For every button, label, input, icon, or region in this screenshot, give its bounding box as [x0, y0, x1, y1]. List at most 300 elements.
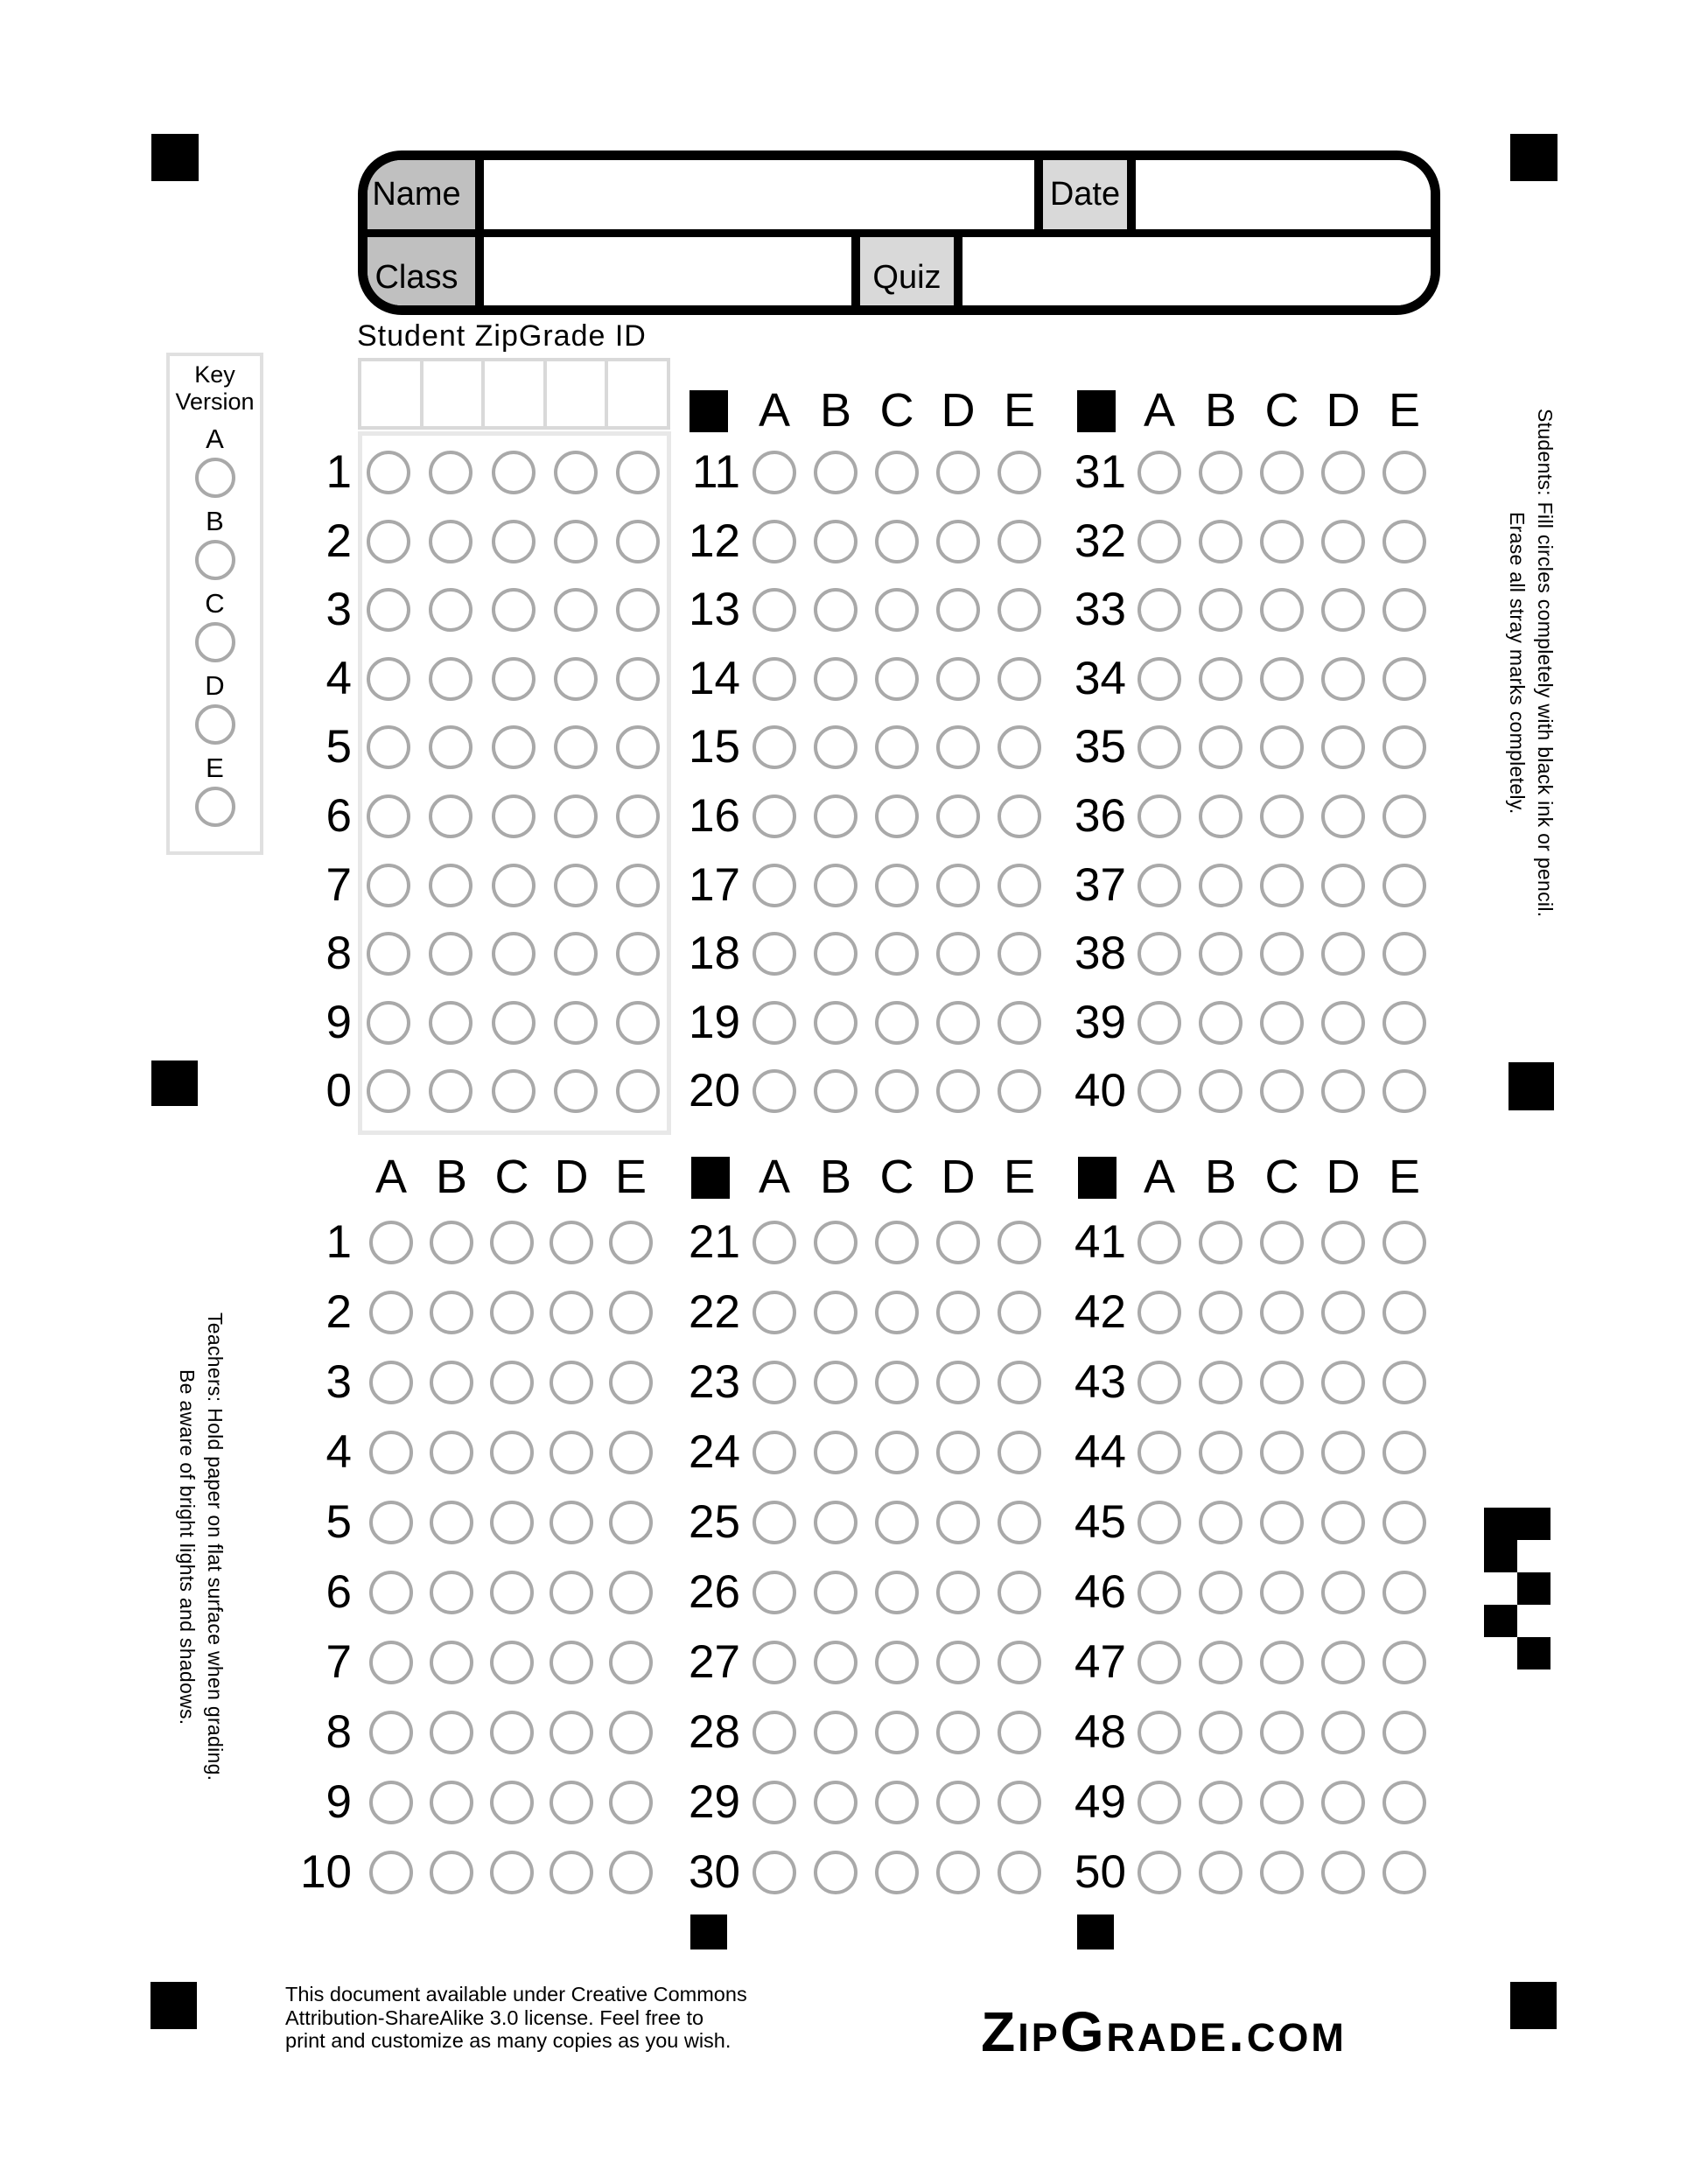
answer-q38-B-bubble[interactable]	[1199, 932, 1242, 976]
answer-q44-E-bubble[interactable]	[1382, 1431, 1426, 1474]
student-id-digit-9-A-bubble[interactable]	[367, 1001, 410, 1045]
answer-q45-C-bubble[interactable]	[1260, 1501, 1304, 1544]
student-id-digit-9-C-bubble[interactable]	[492, 1001, 536, 1045]
student-id-digit-8-C-bubble[interactable]	[492, 932, 536, 976]
answer-q9-B-bubble[interactable]	[430, 1781, 473, 1824]
student-id-digit-3-A-bubble[interactable]	[367, 588, 410, 632]
answer-q3-D-bubble[interactable]	[550, 1361, 593, 1404]
answer-q19-B-bubble[interactable]	[814, 1001, 858, 1045]
answer-q12-A-bubble[interactable]	[752, 520, 796, 564]
answer-q20-D-bubble[interactable]	[936, 1069, 980, 1113]
answer-q38-A-bubble[interactable]	[1138, 932, 1181, 976]
answer-q41-B-bubble[interactable]	[1199, 1221, 1242, 1264]
answer-q20-C-bubble[interactable]	[875, 1069, 919, 1113]
answer-q31-D-bubble[interactable]	[1321, 451, 1365, 494]
answer-q39-D-bubble[interactable]	[1321, 1001, 1365, 1045]
answer-q21-C-bubble[interactable]	[875, 1221, 919, 1264]
student-id-digit-3-B-bubble[interactable]	[429, 588, 472, 632]
answer-q24-C-bubble[interactable]	[875, 1431, 919, 1474]
answer-q21-D-bubble[interactable]	[936, 1221, 980, 1264]
answer-q41-E-bubble[interactable]	[1382, 1221, 1426, 1264]
questions-31-40-row-label-35: 35	[1074, 721, 1126, 774]
student-id-digit-4-B-bubble[interactable]	[429, 657, 472, 701]
answer-q4-B-bubble[interactable]	[430, 1431, 473, 1474]
answer-q8-B-bubble[interactable]	[430, 1711, 473, 1754]
answer-q38-C-bubble[interactable]	[1260, 932, 1304, 976]
answer-q40-C-bubble[interactable]	[1260, 1069, 1304, 1113]
answer-q29-B-bubble[interactable]	[814, 1781, 858, 1824]
answer-q18-B-bubble[interactable]	[814, 932, 858, 976]
answer-q30-A-bubble[interactable]	[752, 1851, 796, 1894]
answer-q26-B-bubble[interactable]	[814, 1571, 858, 1614]
answer-q29-A-bubble[interactable]	[752, 1781, 796, 1824]
answer-q17-B-bubble[interactable]	[814, 864, 858, 907]
answer-q31-A-bubble[interactable]	[1138, 451, 1181, 494]
answer-q32-E-bubble[interactable]	[1382, 520, 1426, 564]
answer-q6-A-bubble[interactable]	[369, 1571, 413, 1614]
answer-q11-A-bubble[interactable]	[752, 451, 796, 494]
answer-q20-A-bubble[interactable]	[752, 1069, 796, 1113]
answer-q15-D-bubble[interactable]	[936, 725, 980, 769]
answer-q30-B-bubble[interactable]	[814, 1851, 858, 1894]
answer-q2-A-bubble[interactable]	[369, 1291, 413, 1334]
answer-q36-E-bubble[interactable]	[1382, 794, 1426, 838]
answer-q4-A-bubble[interactable]	[369, 1431, 413, 1474]
answer-q16-C-bubble[interactable]	[875, 794, 919, 838]
answer-q14-C-bubble[interactable]	[875, 657, 919, 701]
student-id-digit-8-D-bubble[interactable]	[554, 932, 598, 976]
answer-q46-D-bubble[interactable]	[1321, 1571, 1365, 1614]
answer-q16-B-bubble[interactable]	[814, 794, 858, 838]
answer-q22-A-bubble[interactable]	[752, 1291, 796, 1334]
answer-q12-C-bubble[interactable]	[875, 520, 919, 564]
answer-q40-D-bubble[interactable]	[1321, 1069, 1365, 1113]
answer-q1-C-bubble[interactable]	[490, 1221, 534, 1264]
answer-q5-A-bubble[interactable]	[369, 1501, 413, 1544]
student-id-grid-row-label-9: 9	[326, 996, 352, 1048]
student-id-digit-4-D-bubble[interactable]	[554, 657, 598, 701]
answer-q49-B-bubble[interactable]	[1199, 1781, 1242, 1824]
answer-q23-B-bubble[interactable]	[814, 1361, 858, 1404]
answer-q37-A-bubble[interactable]	[1138, 864, 1181, 907]
answer-q49-C-bubble[interactable]	[1260, 1781, 1304, 1824]
answer-q18-D-bubble[interactable]	[936, 932, 980, 976]
answer-q26-D-bubble[interactable]	[936, 1571, 980, 1614]
answer-q32-A-bubble[interactable]	[1138, 520, 1181, 564]
student-id-digit-2-A-bubble[interactable]	[367, 520, 410, 564]
teachers-instructions-line1: Teachers: Hold paper on flat surface when grading.	[204, 1312, 227, 1782]
answer-q22-C-bubble[interactable]	[875, 1291, 919, 1334]
divider	[1127, 150, 1136, 239]
answer-q23-D-bubble[interactable]	[936, 1361, 980, 1404]
answer-q25-A-bubble[interactable]	[752, 1501, 796, 1544]
student-id-digit-2-C-bubble[interactable]	[492, 520, 536, 564]
quiz-input[interactable]	[962, 237, 1440, 315]
answer-q1-D-bubble[interactable]	[550, 1221, 593, 1264]
answer-q15-C-bubble[interactable]	[875, 725, 919, 769]
answer-q44-B-bubble[interactable]	[1199, 1431, 1242, 1474]
answer-q20-B-bubble[interactable]	[814, 1069, 858, 1113]
answer-q38-E-bubble[interactable]	[1382, 932, 1426, 976]
answer-q25-D-bubble[interactable]	[936, 1501, 980, 1544]
questions-11-20-row-label-16: 16	[689, 790, 740, 842]
answer-q5-B-bubble[interactable]	[430, 1501, 473, 1544]
student-id-digit-1-A-bubble[interactable]	[367, 451, 410, 494]
answer-q45-D-bubble[interactable]	[1321, 1501, 1365, 1544]
answer-q18-A-bubble[interactable]	[752, 932, 796, 976]
student-id-grid-row-label-1: 1	[326, 446, 352, 498]
answer-q19-D-bubble[interactable]	[936, 1001, 980, 1045]
divider	[1034, 150, 1043, 239]
answer-q45-B-bubble[interactable]	[1199, 1501, 1242, 1544]
questions-1-10-row-label-1: 1	[326, 1216, 352, 1268]
student-id-write-cell-2[interactable]	[424, 361, 486, 426]
answer-q9-A-bubble[interactable]	[369, 1781, 413, 1824]
key-version-letter-B: B	[206, 506, 224, 536]
answer-q7-D-bubble[interactable]	[550, 1641, 593, 1684]
answer-q43-D-bubble[interactable]	[1321, 1361, 1365, 1404]
answer-q26-A-bubble[interactable]	[752, 1571, 796, 1614]
student-id-digit-9-B-bubble[interactable]	[429, 1001, 472, 1045]
answer-q3-A-bubble[interactable]	[369, 1361, 413, 1404]
answer-q43-C-bubble[interactable]	[1260, 1361, 1304, 1404]
timing-mark-bottom-center-left	[690, 1914, 727, 1950]
answer-q8-D-bubble[interactable]	[550, 1711, 593, 1754]
answer-q1-A-bubble[interactable]	[369, 1221, 413, 1264]
students-instructions-line1: Students: Fill circles completely with black ink or pencil.	[1534, 409, 1557, 918]
answer-q28-B-bubble[interactable]	[814, 1711, 858, 1754]
answer-q44-D-bubble[interactable]	[1321, 1431, 1365, 1474]
questions-1-10-choice-header-E: E	[614, 1151, 648, 1203]
answer-q39-C-bubble[interactable]	[1260, 1001, 1304, 1045]
answer-q44-A-bubble[interactable]	[1138, 1431, 1181, 1474]
answer-q6-D-bubble[interactable]	[550, 1571, 593, 1614]
answer-q24-D-bubble[interactable]	[936, 1431, 980, 1474]
answer-q8-C-bubble[interactable]	[490, 1711, 534, 1754]
answer-q18-C-bubble[interactable]	[875, 932, 919, 976]
student-id-write-cell-3[interactable]	[485, 361, 547, 426]
date-input[interactable]	[1136, 150, 1440, 239]
questions-31-40-row-label-32: 32	[1074, 514, 1126, 567]
answer-q30-D-bubble[interactable]	[936, 1851, 980, 1894]
answer-q35-E-bubble[interactable]	[1382, 725, 1426, 769]
answer-q9-D-bubble[interactable]	[550, 1781, 593, 1824]
answer-q3-C-bubble[interactable]	[490, 1361, 534, 1404]
answer-q11-B-bubble[interactable]	[814, 451, 858, 494]
answer-q2-B-bubble[interactable]	[430, 1291, 473, 1334]
answer-q24-B-bubble[interactable]	[814, 1431, 858, 1474]
answer-q2-C-bubble[interactable]	[490, 1291, 534, 1334]
answer-q43-B-bubble[interactable]	[1199, 1361, 1242, 1404]
questions-1-10-row-label-7: 7	[326, 1636, 352, 1688]
answer-q25-B-bubble[interactable]	[814, 1501, 858, 1544]
answer-q31-C-bubble[interactable]	[1260, 451, 1304, 494]
answer-q35-A-bubble[interactable]	[1138, 725, 1181, 769]
class-input[interactable]	[484, 237, 851, 315]
questions-1-10-row-label-5: 5	[326, 1496, 352, 1548]
student-id-digit-6-B-bubble[interactable]	[429, 794, 472, 838]
answer-q44-C-bubble[interactable]	[1260, 1431, 1304, 1474]
answer-q40-A-bubble[interactable]	[1138, 1069, 1181, 1113]
answer-q13-A-bubble[interactable]	[752, 588, 796, 632]
answer-q33-E-bubble[interactable]	[1382, 588, 1426, 632]
answer-q48-A-bubble[interactable]	[1138, 1711, 1181, 1754]
answer-q35-C-bubble[interactable]	[1260, 725, 1304, 769]
answer-q10-D-bubble[interactable]	[550, 1851, 593, 1894]
answer-q47-A-bubble[interactable]	[1138, 1641, 1181, 1684]
answer-q39-E-bubble[interactable]	[1382, 1001, 1426, 1045]
answer-q42-E-bubble[interactable]	[1382, 1291, 1426, 1334]
answer-q10-A-bubble[interactable]	[369, 1851, 413, 1894]
answer-q33-D-bubble[interactable]	[1321, 588, 1365, 632]
answer-q34-C-bubble[interactable]	[1260, 657, 1304, 701]
answer-q24-A-bubble[interactable]	[752, 1431, 796, 1474]
answer-q36-B-bubble[interactable]	[1199, 794, 1242, 838]
answer-q48-E-bubble[interactable]	[1382, 1711, 1426, 1754]
answer-q12-D-bubble[interactable]	[936, 520, 980, 564]
answer-q25-C-bubble[interactable]	[875, 1501, 919, 1544]
questions-11-20-choice-header-C: C	[879, 384, 914, 437]
answer-q50-E-bubble[interactable]	[1382, 1851, 1426, 1894]
answer-q2-D-bubble[interactable]	[550, 1291, 593, 1334]
student-id-digit-1-B-bubble[interactable]	[429, 451, 472, 494]
answer-q29-D-bubble[interactable]	[936, 1781, 980, 1824]
student-id-write-cell-5[interactable]	[608, 361, 667, 426]
answer-q15-A-bubble[interactable]	[752, 725, 796, 769]
questions-31-40-row-label-38: 38	[1074, 928, 1126, 980]
answer-q6-C-bubble[interactable]	[490, 1571, 534, 1614]
answer-q49-A-bubble[interactable]	[1138, 1781, 1181, 1824]
answer-q41-C-bubble[interactable]	[1260, 1221, 1304, 1264]
answer-q40-E-bubble[interactable]	[1382, 1069, 1426, 1113]
answer-q34-A-bubble[interactable]	[1138, 657, 1181, 701]
questions-31-40-row-label-31: 31	[1074, 446, 1126, 498]
student-id-digit-7-A-bubble[interactable]	[367, 864, 410, 907]
answer-q23-C-bubble[interactable]	[875, 1361, 919, 1404]
answer-q19-C-bubble[interactable]	[875, 1001, 919, 1045]
answer-q13-D-bubble[interactable]	[936, 588, 980, 632]
answer-q1-B-bubble[interactable]	[430, 1221, 473, 1264]
answer-q33-A-bubble[interactable]	[1138, 588, 1181, 632]
answer-q41-D-bubble[interactable]	[1321, 1221, 1365, 1264]
answer-q42-D-bubble[interactable]	[1321, 1291, 1365, 1334]
quiz-label: Quiz	[860, 237, 954, 315]
answer-q35-B-bubble[interactable]	[1199, 725, 1242, 769]
questions-1-10-row-label-3: 3	[326, 1356, 352, 1408]
answer-q14-A-bubble[interactable]	[752, 657, 796, 701]
answer-q43-A-bubble[interactable]	[1138, 1361, 1181, 1404]
answer-q6-B-bubble[interactable]	[430, 1571, 473, 1614]
answer-q42-A-bubble[interactable]	[1138, 1291, 1181, 1334]
answer-q35-D-bubble[interactable]	[1321, 725, 1365, 769]
answer-q47-C-bubble[interactable]	[1260, 1641, 1304, 1684]
answer-q32-B-bubble[interactable]	[1199, 520, 1242, 564]
answer-q39-A-bubble[interactable]	[1138, 1001, 1181, 1045]
student-id-digit-7-B-bubble[interactable]	[429, 864, 472, 907]
answer-q49-E-bubble[interactable]	[1382, 1781, 1426, 1824]
questions-11-20-row-label-14: 14	[689, 652, 740, 704]
registration-mark-bottom-right	[1510, 1982, 1557, 2029]
answer-q17-D-bubble[interactable]	[936, 864, 980, 907]
answer-q37-C-bubble[interactable]	[1260, 864, 1304, 907]
student-id-digit-4-C-bubble[interactable]	[492, 657, 536, 701]
student-id-digit-6-A-bubble[interactable]	[367, 794, 410, 838]
answer-q33-B-bubble[interactable]	[1199, 588, 1242, 632]
answer-q45-E-bubble[interactable]	[1382, 1501, 1426, 1544]
answer-q32-D-bubble[interactable]	[1321, 520, 1365, 564]
answer-q12-B-bubble[interactable]	[814, 520, 858, 564]
answer-q13-B-bubble[interactable]	[814, 588, 858, 632]
answer-q33-C-bubble[interactable]	[1260, 588, 1304, 632]
answer-q45-A-bubble[interactable]	[1138, 1501, 1181, 1544]
answer-q21-A-bubble[interactable]	[752, 1221, 796, 1264]
answer-q16-A-bubble[interactable]	[752, 794, 796, 838]
license-line3: print and customize as many copies as you wish.	[285, 2029, 732, 2052]
answer-q32-C-bubble[interactable]	[1260, 520, 1304, 564]
answer-q7-C-bubble[interactable]	[490, 1641, 534, 1684]
answer-q10-C-bubble[interactable]	[490, 1851, 534, 1894]
answer-q34-B-bubble[interactable]	[1199, 657, 1242, 701]
answer-q22-D-bubble[interactable]	[936, 1291, 980, 1334]
student-id-digit-7-D-bubble[interactable]	[554, 864, 598, 907]
answer-q46-E-bubble[interactable]	[1382, 1571, 1426, 1614]
answer-q39-B-bubble[interactable]	[1199, 1001, 1242, 1045]
student-id-digit-1-C-bubble[interactable]	[492, 451, 536, 494]
answer-q37-E-bubble[interactable]	[1382, 864, 1426, 907]
student-id-digit-4-A-bubble[interactable]	[367, 657, 410, 701]
answer-q38-D-bubble[interactable]	[1321, 932, 1365, 976]
students-instructions	[1502, 346, 1559, 980]
answer-q49-D-bubble[interactable]	[1321, 1781, 1365, 1824]
answer-q5-D-bubble[interactable]	[550, 1501, 593, 1544]
name-input[interactable]	[484, 150, 1034, 239]
answer-q14-D-bubble[interactable]	[936, 657, 980, 701]
questions-11-20-row-label-17: 17	[689, 858, 740, 911]
answer-q37-D-bubble[interactable]	[1321, 864, 1365, 907]
student-id-digit-7-C-bubble[interactable]	[492, 864, 536, 907]
answer-q36-C-bubble[interactable]	[1260, 794, 1304, 838]
answer-q14-B-bubble[interactable]	[814, 657, 858, 701]
answer-q3-B-bubble[interactable]	[430, 1361, 473, 1404]
answer-q47-D-bubble[interactable]	[1321, 1641, 1365, 1684]
teachers-instructions-line2: Be aware of bright lights and shadows.	[176, 1368, 199, 1726]
answer-q34-D-bubble[interactable]	[1321, 657, 1365, 701]
questions-21-30-row-label-22: 22	[689, 1286, 740, 1338]
license-text	[285, 1983, 747, 2053]
answer-q50-C-bubble[interactable]	[1260, 1851, 1304, 1894]
answer-q26-C-bubble[interactable]	[875, 1571, 919, 1614]
student-id-write-cell-4[interactable]	[547, 361, 609, 426]
answer-q48-B-bubble[interactable]	[1199, 1711, 1242, 1754]
questions-21-30-choice-header-E: E	[1003, 1151, 1036, 1203]
student-id-digit-8-A-bubble[interactable]	[367, 932, 410, 976]
divider	[475, 150, 484, 239]
questions-1-10-row-label-9: 9	[326, 1776, 352, 1828]
questions-41-50-row-label-49: 49	[1074, 1776, 1126, 1828]
answer-q11-C-bubble[interactable]	[875, 451, 919, 494]
answer-q27-A-bubble[interactable]	[752, 1641, 796, 1684]
student-id-digit-3-C-bubble[interactable]	[492, 588, 536, 632]
answer-q7-A-bubble[interactable]	[369, 1641, 413, 1684]
student-id-digit-6-C-bubble[interactable]	[492, 794, 536, 838]
student-id-digit-9-D-bubble[interactable]	[554, 1001, 598, 1045]
corner-code-cell-3-0	[1484, 1605, 1517, 1637]
answer-q36-D-bubble[interactable]	[1321, 794, 1365, 838]
answer-q47-B-bubble[interactable]	[1199, 1641, 1242, 1684]
student-id-write-cell-1[interactable]	[361, 361, 424, 426]
student-id-digit-2-B-bubble[interactable]	[429, 520, 472, 564]
answer-q17-C-bubble[interactable]	[875, 864, 919, 907]
answer-q34-E-bubble[interactable]	[1382, 657, 1426, 701]
answer-q41-A-bubble[interactable]	[1138, 1221, 1181, 1264]
student-id-digit-8-B-bubble[interactable]	[429, 932, 472, 976]
answer-q8-A-bubble[interactable]	[369, 1711, 413, 1754]
answer-q48-D-bubble[interactable]	[1321, 1711, 1365, 1754]
answer-q15-B-bubble[interactable]	[814, 725, 858, 769]
answer-q42-C-bubble[interactable]	[1260, 1291, 1304, 1334]
answer-q19-A-bubble[interactable]	[752, 1001, 796, 1045]
answer-q4-C-bubble[interactable]	[490, 1431, 534, 1474]
answer-q21-B-bubble[interactable]	[814, 1221, 858, 1264]
answer-q40-B-bubble[interactable]	[1199, 1069, 1242, 1113]
answer-q28-C-bubble[interactable]	[875, 1711, 919, 1754]
answer-q31-E-bubble[interactable]	[1382, 451, 1426, 494]
answer-q11-D-bubble[interactable]	[936, 451, 980, 494]
answer-q16-D-bubble[interactable]	[936, 794, 980, 838]
answer-q50-D-bubble[interactable]	[1321, 1851, 1365, 1894]
student-id-digit-3-D-bubble[interactable]	[554, 588, 598, 632]
answer-q42-B-bubble[interactable]	[1199, 1291, 1242, 1334]
zipgrade-logo: ZipGrade.com	[981, 2000, 1347, 2063]
answer-q46-B-bubble[interactable]	[1199, 1571, 1242, 1614]
answer-q27-C-bubble[interactable]	[875, 1641, 919, 1684]
answer-q27-D-bubble[interactable]	[936, 1641, 980, 1684]
student-id-digit-1-D-bubble[interactable]	[554, 451, 598, 494]
answer-q46-A-bubble[interactable]	[1138, 1571, 1181, 1614]
answer-q28-D-bubble[interactable]	[936, 1711, 980, 1754]
answer-q27-B-bubble[interactable]	[814, 1641, 858, 1684]
student-id-digit-6-D-bubble[interactable]	[554, 794, 598, 838]
questions-21-30-header-square	[691, 1157, 730, 1199]
answer-q50-B-bubble[interactable]	[1199, 1851, 1242, 1894]
answer-q29-C-bubble[interactable]	[875, 1781, 919, 1824]
answer-q7-B-bubble[interactable]	[430, 1641, 473, 1684]
answer-q50-A-bubble[interactable]	[1138, 1851, 1181, 1894]
answer-q28-A-bubble[interactable]	[752, 1711, 796, 1754]
answer-q17-A-bubble[interactable]	[752, 864, 796, 907]
answer-q23-A-bubble[interactable]	[752, 1361, 796, 1404]
answer-q5-C-bubble[interactable]	[490, 1501, 534, 1544]
questions-31-40-choice-header-A: A	[1143, 384, 1176, 437]
answer-q13-C-bubble[interactable]	[875, 588, 919, 632]
student-id-grid-row-label-2: 2	[326, 514, 352, 567]
answer-q43-E-bubble[interactable]	[1382, 1361, 1426, 1404]
answer-q4-D-bubble[interactable]	[550, 1431, 593, 1474]
answer-q37-B-bubble[interactable]	[1199, 864, 1242, 907]
questions-41-50-choice-header-E: E	[1388, 1151, 1421, 1203]
answer-q48-C-bubble[interactable]	[1260, 1711, 1304, 1754]
answer-q47-E-bubble[interactable]	[1382, 1641, 1426, 1684]
student-id-digit-2-D-bubble[interactable]	[554, 520, 598, 564]
answer-q9-C-bubble[interactable]	[490, 1781, 534, 1824]
answer-q31-B-bubble[interactable]	[1199, 451, 1242, 494]
questions-11-20-header-square	[690, 390, 728, 432]
answer-q46-C-bubble[interactable]	[1260, 1571, 1304, 1614]
answer-q10-B-bubble[interactable]	[430, 1851, 473, 1894]
answer-q22-B-bubble[interactable]	[814, 1291, 858, 1334]
answer-q30-C-bubble[interactable]	[875, 1851, 919, 1894]
answer-q36-A-bubble[interactable]	[1138, 794, 1181, 838]
